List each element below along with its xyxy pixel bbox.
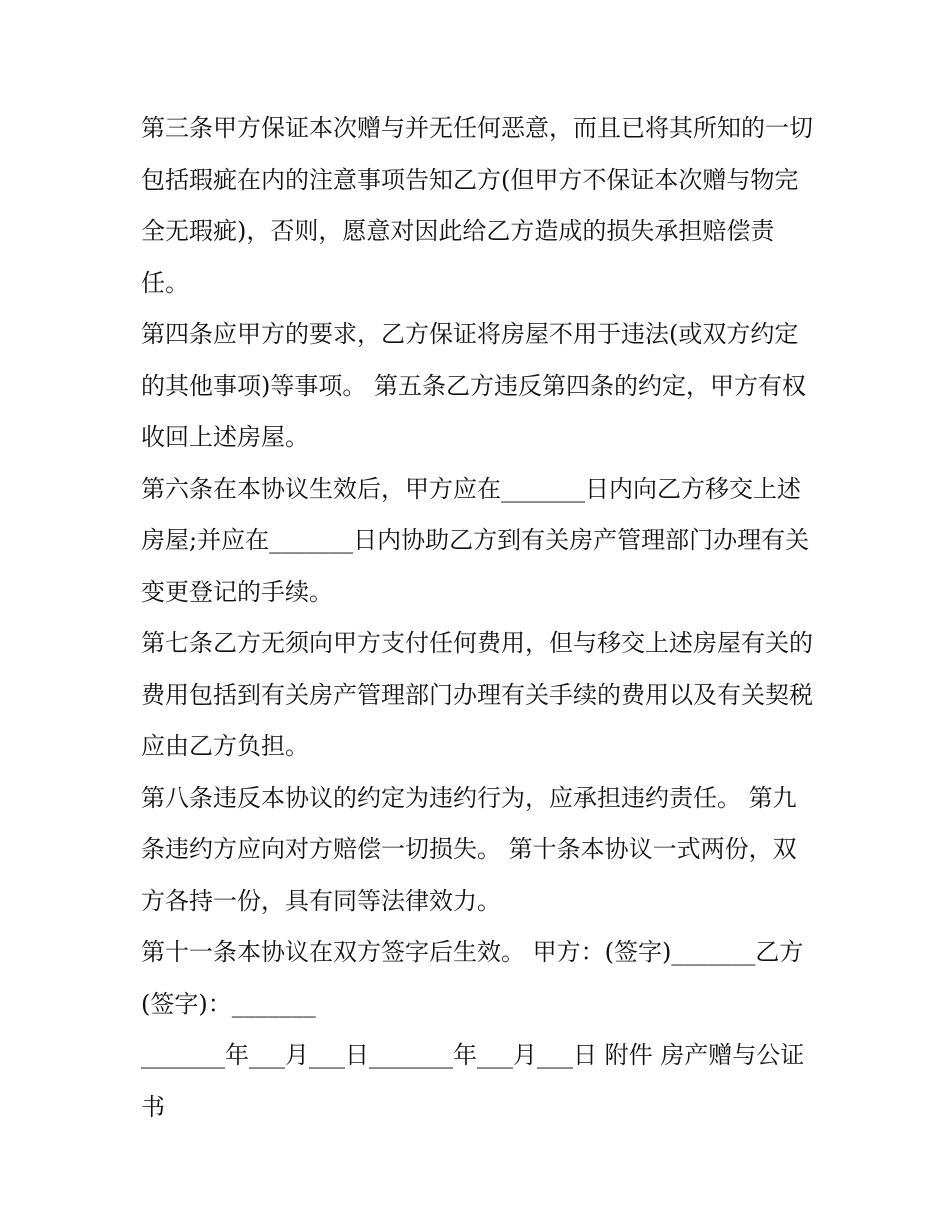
clause-6-paragraph: 第六条在本协议生效后，甲方应在_______日内向乙方移交上述房屋;并应在_______日内协助乙方到有关房产管理部门办理有关变更登记的手续。: [141, 474, 810, 606]
clause-7-paragraph: 第七条乙方无须向甲方支付任何费用，但与移交上述房屋有关的费用包括到有关房产管理部门办理有关手续的费用以及有关契税应由乙方负担。: [141, 629, 813, 760]
date-attachment-paragraph: _______年___月___日_______年___月___日 附件 房产赠与公证书: [141, 1041, 805, 1121]
clause-3-paragraph: 第三条甲方保证本次赠与并无任何恶意，而且已将其所知的一切包括瑕疵在内的注意事项告知乙方(但甲方不保证本次赠与物完全无瑕疵)，否则，愿意对因此给乙方造成的损失承担赔偿责任。: [141, 114, 813, 297]
document-body: [141, 103, 813, 1133]
clause-11-signature-paragraph: 第十一条本协议在双方签字后生效。 甲方：(签字)_______乙方(签字)：_______: [141, 938, 804, 1018]
clause-8-10-paragraph: 第八条违反本协议的约定为违约行为，应承担违约责任。 第九条违约方应向对方赔偿一切损失。 第十条本协议一式两份，双方各持一份，具有同等法律效力。: [141, 783, 797, 915]
clause-4-5-paragraph: 第四条应甲方的要求，乙方保证将房屋不用于违法(或双方约定的其他事项)等事项。 第五条乙方违反第四条的约定，甲方有权收回上述房屋。: [141, 320, 806, 451]
